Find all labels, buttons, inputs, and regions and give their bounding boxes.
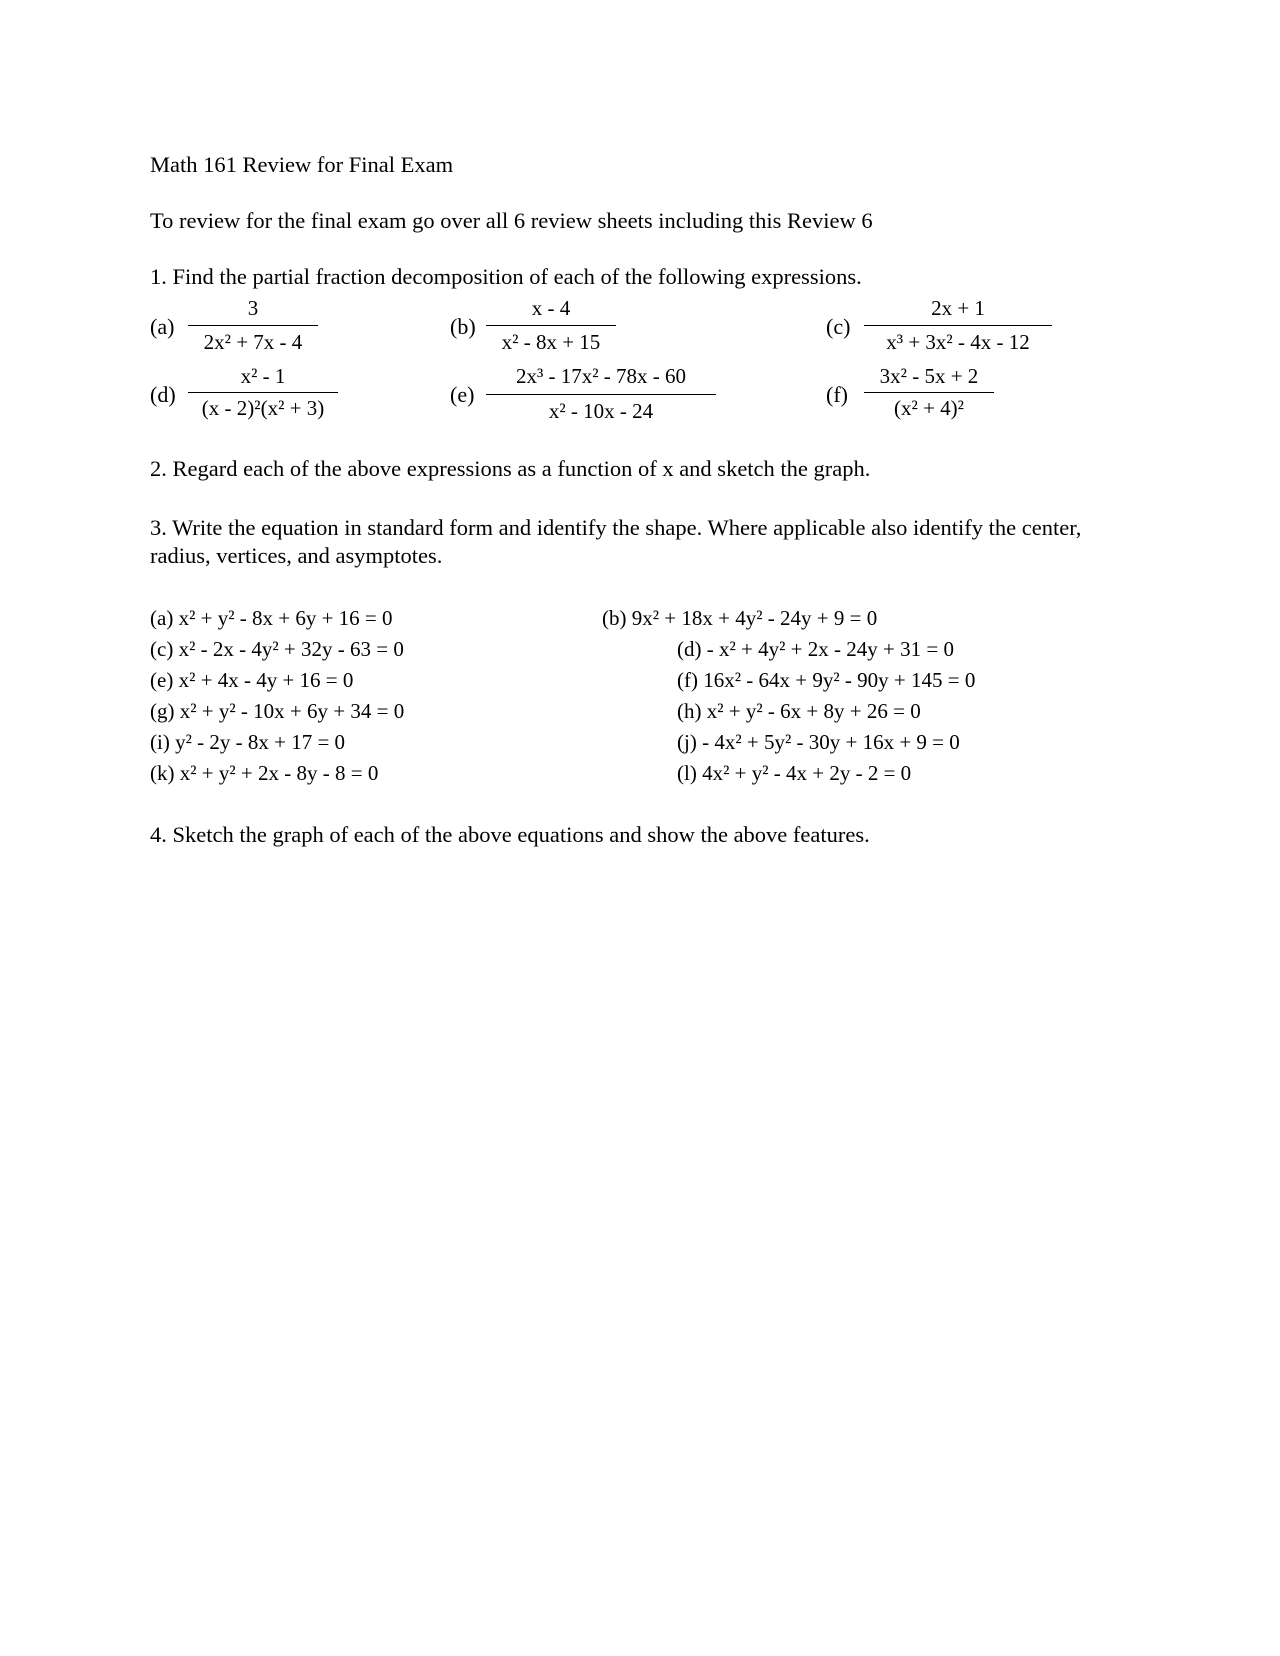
question-3-prompt: 3. Write the equation in standard form and identify the shape. Where applicable also identify the center, radius, vertices, and asymptotes. xyxy=(150,515,1082,568)
fraction-bar xyxy=(864,325,1052,326)
fraction-numerator: 2x + 1 xyxy=(931,296,985,320)
equation-label: (a) xyxy=(150,606,174,630)
equation-h xyxy=(677,701,921,722)
equation-text: 16x² - 64x + 9y² - 90y + 145 = 0 xyxy=(703,668,976,692)
equation-text: x² + y² - 6x + 8y + 26 = 0 xyxy=(706,699,921,723)
equation-a xyxy=(150,608,393,629)
fraction-label: (c) xyxy=(826,314,851,339)
fraction-denominator: 2x² + 7x - 4 xyxy=(203,330,303,354)
fraction-label: (b) xyxy=(450,314,476,339)
intro-text: To review for the final exam go over all 6 review sheets including this Review 6 xyxy=(150,208,873,233)
fraction-label: (e) xyxy=(450,382,475,407)
page-title: Math 161 Review for Final Exam xyxy=(150,152,454,177)
equation-d xyxy=(677,639,954,660)
equation-c xyxy=(150,639,404,660)
equation-text: 4x² + y² - 4x + 2y - 2 = 0 xyxy=(702,761,912,785)
equation-label: (l) xyxy=(677,761,697,785)
fraction-denominator: (x - 2)²(x² + 3) xyxy=(201,396,325,420)
equation-label: (i) xyxy=(150,730,170,754)
fraction-numerator: x - 4 xyxy=(531,296,571,320)
fraction-bar xyxy=(188,325,318,326)
fraction-denominator: x³ + 3x² - 4x - 12 xyxy=(886,330,1030,354)
equation-b xyxy=(602,608,877,629)
fraction-bar xyxy=(486,325,616,326)
equation-text: - 4x² + 5y² - 30y + 16x + 9 = 0 xyxy=(702,730,960,754)
equation-text: x² + 4x - 4y + 16 = 0 xyxy=(178,668,354,692)
equation-label: (k) xyxy=(150,761,175,785)
fraction-bar xyxy=(188,392,338,393)
equation-label: (c) xyxy=(150,637,174,661)
equation-g xyxy=(150,701,404,722)
fraction-label: (d) xyxy=(150,382,176,407)
equation-label: (h) xyxy=(677,699,702,723)
question-1-prompt: 1. Find the partial fraction decomposition of each of the following expressions. xyxy=(150,264,862,289)
fraction-label: (f) xyxy=(826,382,848,407)
fraction-denominator: x² - 10x - 24 xyxy=(548,399,654,423)
fraction-numerator: 3x² - 5x + 2 xyxy=(879,364,979,388)
fraction-numerator: x² - 1 xyxy=(240,364,286,388)
question-4-prompt: 4. Sketch the graph of each of the above equations and show the above features. xyxy=(150,822,870,847)
equation-text: x² + y² + 2x - 8y - 8 = 0 xyxy=(179,761,379,785)
equation-j xyxy=(677,732,960,753)
question-2-prompt: 2. Regard each of the above expressions as a function of x and sketch the graph. xyxy=(150,456,871,481)
equation-label: (b) xyxy=(602,606,627,630)
equation-l xyxy=(677,763,911,784)
equation-text: 9x² + 18x + 4y² - 24y + 9 = 0 xyxy=(631,606,878,630)
equation-text: y² - 2y - 8x + 17 = 0 xyxy=(175,730,346,754)
fraction-numerator: 2x³ - 17x² - 78x - 60 xyxy=(515,364,687,388)
equation-label: (f) xyxy=(677,668,698,692)
equation-label: (e) xyxy=(150,668,174,692)
equation-text: x² + y² - 8x + 6y + 16 = 0 xyxy=(178,606,393,630)
equation-f xyxy=(677,670,975,691)
fraction-label: (a) xyxy=(150,314,175,339)
equation-i xyxy=(150,732,345,753)
equation-label: (j) xyxy=(677,730,697,754)
fraction-numerator: 3 xyxy=(247,296,259,320)
equation-text: x² - 2x - 4y² + 32y - 63 = 0 xyxy=(178,637,404,661)
equation-label: (g) xyxy=(150,699,175,723)
equation-e xyxy=(150,670,353,691)
fraction-bar xyxy=(486,394,716,395)
equation-text: - x² + 4y² + 2x - 24y + 31 = 0 xyxy=(706,637,954,661)
equation-label: (d) xyxy=(677,637,702,661)
equation-k xyxy=(150,763,378,784)
equation-text: x² + y² - 10x + 6y + 34 = 0 xyxy=(179,699,405,723)
fraction-denominator: x² - 8x + 15 xyxy=(501,330,601,354)
fraction-denominator: (x² + 4)² xyxy=(894,396,964,420)
fraction-bar xyxy=(864,392,994,393)
